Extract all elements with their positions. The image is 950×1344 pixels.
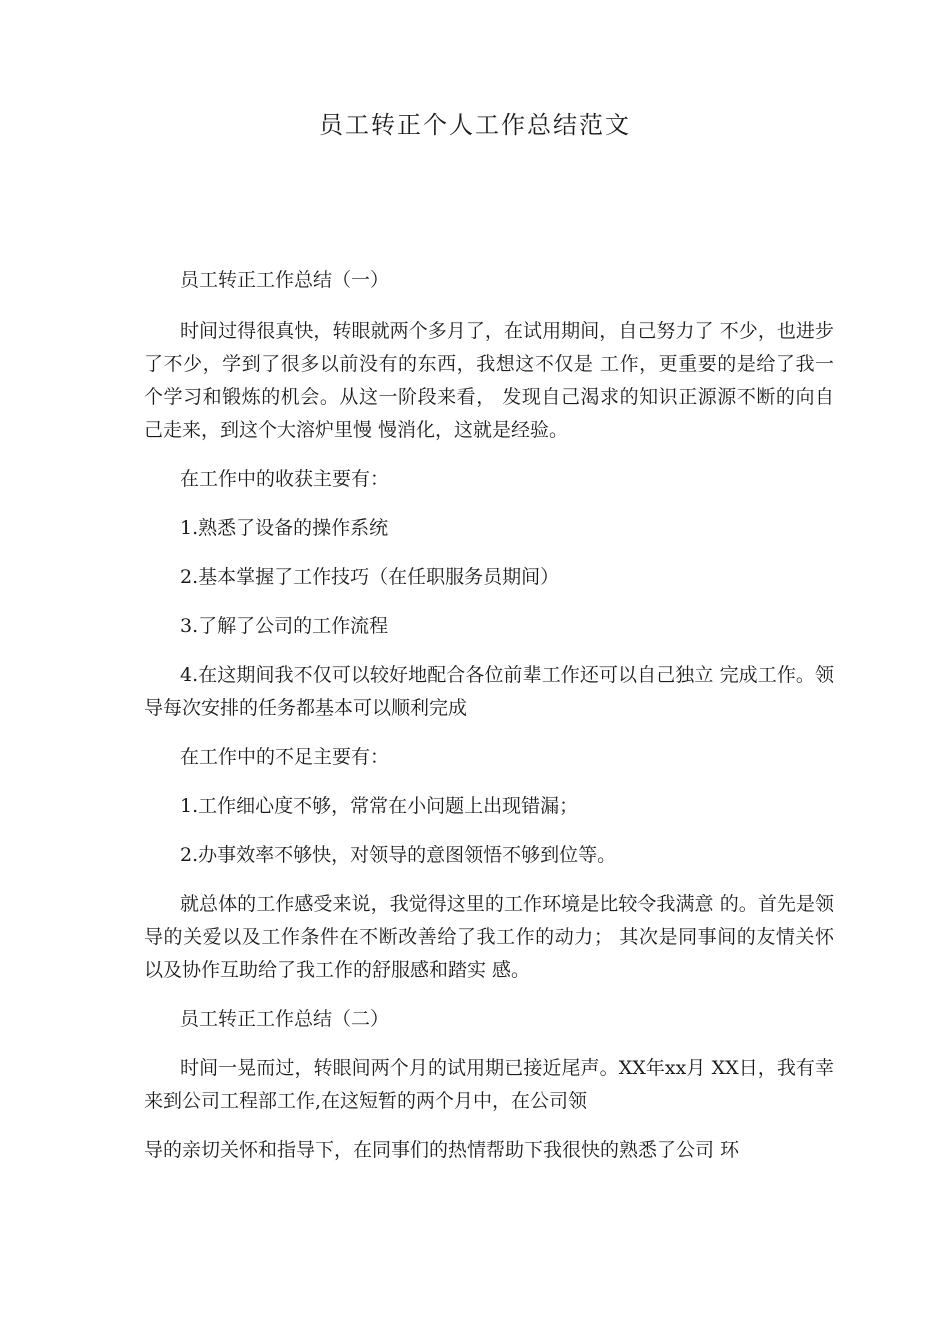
gains-heading: 在工作中的收获主要有： [180, 468, 390, 490]
list-item: 1.工作细心度不够，常常在小问题上出现错漏； [180, 795, 579, 817]
paragraph-2: 就总体的工作感受来说，我觉得这里的工作环境是比较令我满意 的。首先是领导的关爱以及工作条件在不断改善给了我工作的动力； 其次是同事间的友情关怀以及协作互助给了我工作的舒服感和踏实 感。 [144, 893, 834, 981]
document-body [144, 260, 834, 1167]
section-heading-1: 员工转正工作总结（一） [180, 269, 390, 291]
shortcomings-heading: 在工作中的不足主要有： [180, 746, 390, 768]
section-heading-2: 员工转正工作总结（二） [180, 1008, 390, 1030]
paragraph-3: 时间一晃而过，转眼间两个月的试用期已接近尾声。XX年xx月 XX日，我有幸来到公司工程部工作,在这短暂的两个月中，在公司领 [144, 1057, 834, 1112]
list-item: 2.基本掌握了工作技巧（在任职服务员期间） [180, 566, 560, 588]
paragraph-4: 导的亲切关怀和指导下，在同事们的热情帮助下我很快的熟悉了公司 环 [144, 1139, 740, 1161]
list-item: 1.熟悉了设备的操作系统 [180, 517, 389, 539]
paragraph-1: 时间过得很真快，转眼就两个多月了，在试用期间，自己努力了 不少，也进步了不少，学到了很多以前没有的东西，我想这不仅是 工作，更重要的是给了我一个学习和锻炼的机会。从这一阶段来看， 发现自己渴求的知识正源源不断的向自己走来，到这个大溶炉里慢 慢消化，这就是经验。 [144, 320, 834, 441]
list-item: 2.办事效率不够快，对领导的意图领悟不够到位等。 [180, 844, 617, 866]
document-title: 员工转正个人工作总结范文 [319, 111, 631, 139]
list-item: 4.在这期间我不仅可以较好地配合各位前辈工作还可以自己独立 完成工作。领导每次安排的任务都基本可以顺利完成 [144, 664, 834, 719]
list-item: 3.了解了公司的工作流程 [180, 615, 389, 637]
